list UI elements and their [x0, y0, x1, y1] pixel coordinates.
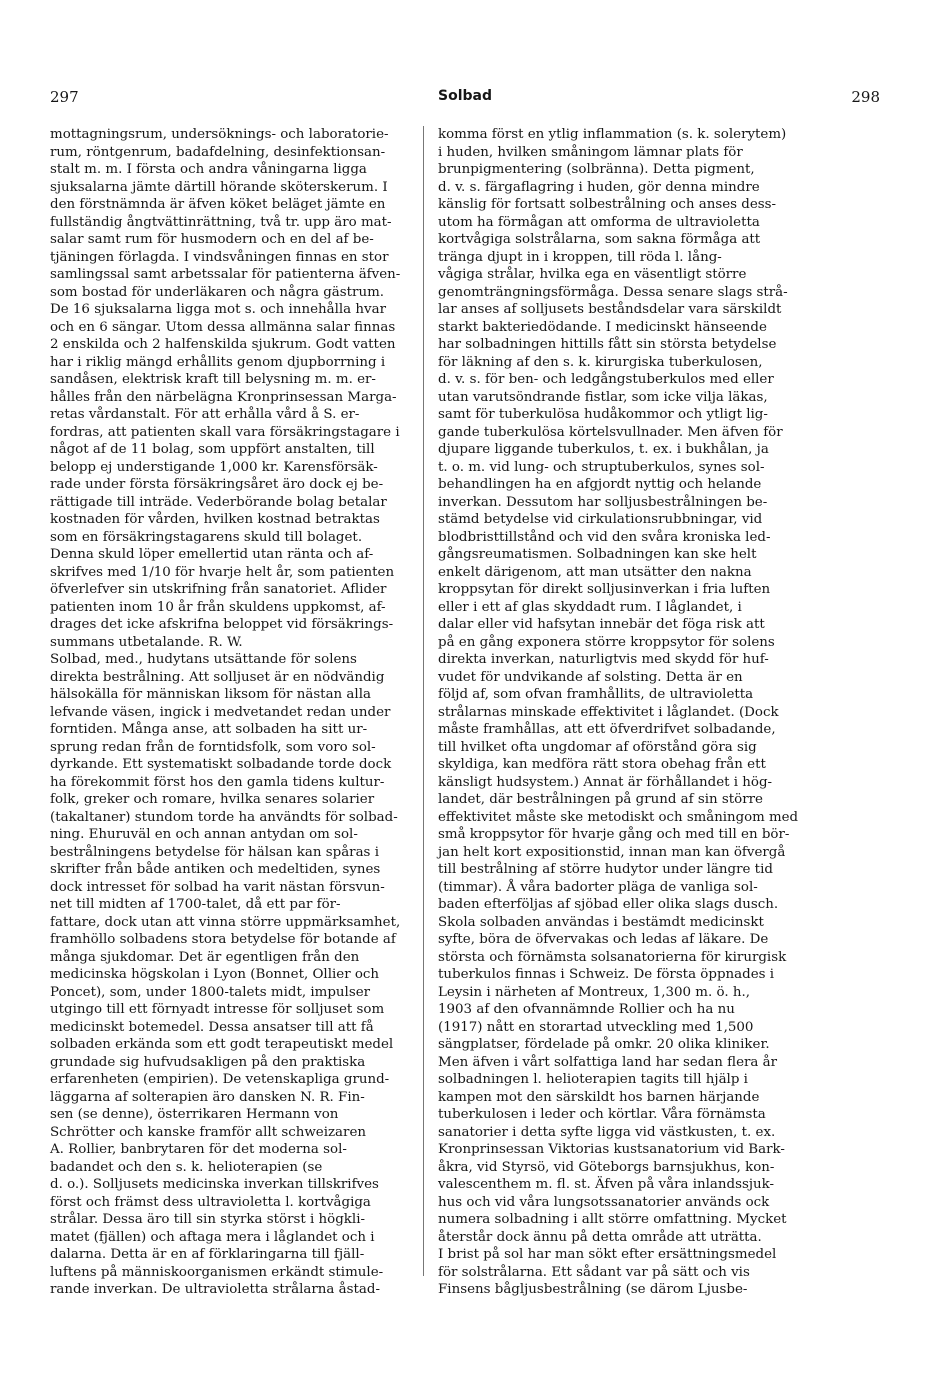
- text-line: dalar eller vid hafsytan innebär det föga risk att: [438, 617, 765, 632]
- text-line: lefvande väsen, ingick i medvetandet redan under: [50, 704, 391, 720]
- text-line: utgingo till ett förnyadt intresse för solljuset som: [50, 1002, 385, 1017]
- text-line: direkta bestrålning. Att solljuset är en nödvändig: [50, 669, 385, 685]
- text-line: d. v. s. för ben- och ledgångstuberkulos med eller: [438, 372, 774, 387]
- running-title: Solbad: [438, 88, 492, 104]
- text-line: i huden, hvilken småningom lämnar plats för: [438, 144, 743, 160]
- text-line: 2 enskilda och 2 halfenskilda sjukrum. Godt vatten: [50, 337, 396, 352]
- text-line: Poncet), som, under 1800-talets midt, impulser: [50, 984, 371, 1000]
- text-line: skyldiga, kan medföra rätt stora obehag från ett: [438, 757, 766, 772]
- text-line: lar anses af solljusets beståndsdelar vara särskildt: [438, 302, 782, 317]
- text-line: har solbadningen hittills fått sin största betydelse: [438, 337, 777, 352]
- text-line: rande inverkan. De ultravioletta strålarna åstad-: [50, 1282, 380, 1297]
- text-line: rum, röntgenrum, badafdelning, desinfektionsan-: [50, 144, 386, 160]
- text-line: Denna skuld löper emellertid utan ränta och af-: [50, 547, 374, 562]
- text-line: dalarna. Detta är en af förklaringarna till fjäll-: [50, 1247, 365, 1262]
- column-divider: [423, 126, 424, 1276]
- text-line: (timmar). Å våra badorter pläga de vanliga sol-: [438, 879, 758, 895]
- text-line: ning. Ehuruväl en och annan antydan om sol-: [50, 827, 358, 842]
- text-line: vågiga strålar, hvilka ega en väsentligt större: [438, 267, 747, 282]
- text-line: jan helt kort expositionstid, innan man kan öfvergå: [438, 844, 786, 860]
- text-line: folk, greker och romare, hvilka senares solarier: [50, 792, 375, 807]
- text-line: dock intresset för solbad ha varit nästan försvun-: [50, 879, 385, 895]
- text-line: salar samt rum för husmodern och en del af be-: [50, 232, 374, 247]
- text-line: A. Rollier, banbrytaren för det moderna sol-: [50, 1142, 347, 1157]
- text-line: effektivitet måste ske metodiskt och småningom med: [438, 809, 799, 825]
- text-line: forntiden. Många anse, att solbaden ha sitt ur-: [50, 722, 368, 737]
- text-line: grundade sig hufvudsakligen på den praktiska: [50, 1054, 366, 1070]
- text-line: mottagningsrum, undersöknings- och laboratorie-: [50, 127, 389, 142]
- text-line: badandet och den s. k. helioterapien (se: [50, 1159, 323, 1175]
- text-line: sandåsen, elektrisk kraft till belysning m. m. er-: [50, 372, 376, 387]
- text-line: baden efterföljas af sjöbad eller olika slags dusch.: [438, 897, 779, 912]
- text-line: inverkan. Dessutom har solljusbestrålningen be-: [438, 494, 768, 510]
- text-line: patienten inom 10 år från skuldens uppkomst, af-: [50, 599, 386, 615]
- right-text-column: [438, 126, 798, 1299]
- page-header: [50, 88, 880, 110]
- text-line: blodbristtillstånd och vid den svåra kroniska led-: [438, 529, 771, 545]
- text-line: den förstnämnda är äfven köket beläget jämte en: [50, 197, 386, 212]
- text-line: enkelt därigenom, att man utsätter den nakna: [438, 564, 752, 580]
- text-line: känslig för fortsatt solbestrålning och anses dess-: [438, 197, 777, 212]
- text-line: gångsreumatismen. Solbadningen kan ske helt: [438, 547, 757, 562]
- text-line: erfarenheten (empirien). De vetenskapliga grund-: [50, 1072, 390, 1087]
- text-line: landet, där bestrålningen på grund af sin större: [438, 792, 763, 807]
- text-line: som en försäkringstagarens skuld till bolaget.: [50, 529, 363, 545]
- text-line: drages det icke afskrifna beloppet vid försäkrings-: [50, 617, 394, 632]
- text-line: tjäningen förlagda. I vindsvåningen finnas en stor: [50, 249, 389, 265]
- text-line: största och förnämsta solsanatorierna för kirurgisk: [438, 949, 787, 965]
- text-line: numera solbadning i allt större omfattning. Mycket: [438, 1212, 787, 1227]
- text-line: på en gång exponera större kroppsytor för solens: [438, 634, 775, 650]
- text-line: De 16 sjuksalarna ligga mot s. och innehålla hvar: [50, 302, 386, 317]
- text-line: återstår dock ännu på detta område att uträtta.: [438, 1229, 762, 1245]
- text-line: summans utbetalande. R. W.: [50, 634, 243, 650]
- text-line: kortvågiga solstrålarna, som sakna förmåga att: [438, 232, 761, 247]
- text-line: (takaltaner) stundom torde ha användts för solbad-: [50, 809, 398, 825]
- text-line: solbadningen l. helioterapien tagits till hjälp i: [438, 1072, 748, 1087]
- text-line: Solbad, med., hudytans utsättande för solens: [50, 652, 357, 667]
- text-line: åkra, vid Styrsö, vid Göteborgs barnsjukhus, kon-: [438, 1159, 775, 1175]
- text-line: till bestrålning af större hudytor under längre tid: [438, 862, 773, 877]
- text-line: strålarnas minskade effektivitet i låglandet. (Dock: [438, 704, 779, 720]
- text-line: många sjukdomar. Det är egentligen från den: [50, 949, 360, 965]
- text-line: hålles från den närbelägna Kronprinsessan Marga-: [50, 389, 397, 405]
- text-line: 1903 af den ofvannämnde Rollier och ha nu: [438, 1002, 735, 1017]
- text-line: utan varutsöndrande fistlar, som icke vilja läkas,: [438, 389, 768, 405]
- text-line: först och främst dess ultravioletta l. kortvågiga: [50, 1194, 371, 1210]
- text-line: stämd betydelse vid cirkulationsrubbningar, vid: [438, 512, 763, 527]
- text-line: sjuksalarna jämte därtill hörande sköterskerum. I: [50, 179, 388, 195]
- text-line: Finsens bågljusbestrålning (se därom Ljusbe-: [438, 1282, 748, 1297]
- text-line: d. v. s. färgaflagring i huden, gör denna mindre: [438, 179, 760, 195]
- text-line: fattare, dock utan att vinna större uppmärksamhet,: [50, 914, 401, 930]
- text-line: kampen mot den särskildt hos barnen härjande: [438, 1089, 760, 1105]
- text-line: Leysin i närheten af Montreux, 1,300 m. ö. h.,: [438, 984, 750, 1000]
- text-line: medicinska högskolan i Lyon (Bonnet, Ollier och: [50, 967, 380, 982]
- text-line: dyrkande. Ett systematiskt solbadande torde dock: [50, 757, 392, 772]
- text-line: hälsokälla för människan liksom för nästan alla: [50, 687, 371, 702]
- text-line: tränga djupt in i kroppen, till röda l. lång-: [438, 249, 722, 265]
- text-line: solbaden erkända som ett godt terapeutiskt medel: [50, 1037, 394, 1052]
- text-line: syfte, böra de öfvervakas och ledas af läkare. De: [438, 932, 769, 947]
- text-line: retas vårdanstalt. För att erhålla vård å S. er-: [50, 407, 360, 422]
- left-text-column: [50, 126, 410, 1299]
- text-line: tuberkulosen i leder och körtlar. Våra förnämsta: [438, 1107, 766, 1122]
- text-line: fullständig ångtvättinrättning, två tr. upp äro mat-: [50, 214, 392, 230]
- text-line: djupare liggande tuberkulos, t. ex. i bukhålan, ja: [438, 442, 769, 457]
- text-line: Skola solbaden användas i bestämdt medicinskt: [438, 914, 764, 930]
- text-line: något af de 11 bolag, som uppfört anstalten, till: [50, 442, 375, 457]
- text-line: samt för tuberkulösa hudåkommor och ytligt lig-: [438, 407, 768, 422]
- left-page-number: 297: [50, 88, 79, 106]
- text-line: framhöllo solbadens stora betydelse för botande af: [50, 932, 396, 947]
- text-line: luftens på människoorganismen erkändt stimule-: [50, 1264, 384, 1280]
- text-line: till hvilket ofta ungdomar af oförstånd göra sig: [438, 739, 757, 755]
- text-line: måste framhållas, att ett öfverdrifvet solbadande,: [438, 722, 776, 737]
- text-line: öfverlefver sin utskrifning från sanatoriet. Aflider: [50, 582, 387, 597]
- text-line: Kronprinsessan Viktorias kustsanatorium vid Bark-: [438, 1142, 785, 1157]
- text-line: sprung redan från de forntidsfolk, som voro sol-: [50, 739, 376, 755]
- text-line: sängplatser, fördelade på omkr. 20 olika kliniker.: [438, 1037, 770, 1052]
- text-line: följd af, som ofvan framhållits, de ultravioletta: [438, 687, 754, 702]
- text-line: komma först en ytlig inflammation (s. k. solerytem): [438, 127, 787, 142]
- text-line: samlingssal samt arbetssalar för patienterna äfven-: [50, 267, 401, 282]
- text-line: rade under första försäkringsåret äro dock ej be-: [50, 477, 384, 492]
- text-line: utom ha förmågan att omforma de ultravioletta: [438, 214, 760, 230]
- text-line: belopp ej understigande 1,000 kr. Karensförsäk-: [50, 459, 378, 475]
- text-line: har i riklig mängd erhållits genom djupborrning i: [50, 354, 386, 370]
- text-line: net till midten af 1700-talet, då ett par för-: [50, 897, 341, 912]
- text-line: vudet för undvikande af solsting. Detta är en: [438, 669, 743, 685]
- text-line: medicinskt botemedel. Dessa ansatser till att få: [50, 1019, 374, 1035]
- text-line: tuberkulos finnas i Schweiz. De första öppnades i: [438, 967, 775, 982]
- text-line: sen (se denne), österrikaren Hermann von: [50, 1107, 339, 1122]
- text-line: behandlingen ha en afgjordt nyttig och helande: [438, 477, 762, 492]
- text-line: och en 6 sängar. Utom dessa allmänna salar finnas: [50, 319, 396, 335]
- text-line: för läkning af den s. k. kirurgiska tuberkulosen,: [438, 354, 763, 370]
- text-line: sanatorier i detta syfte ligga vid västkusten, t. ex.: [438, 1124, 776, 1140]
- text-line: I brist på sol har man sökt efter ersättningsmedel: [438, 1247, 777, 1262]
- text-line: känsligt hudsystem.) Annat är förhållandet i hög-: [438, 774, 773, 790]
- text-line: ha förekommit först hos den gamla tidens kultur-: [50, 774, 385, 790]
- text-line: stalt m. m. I första och andra våningarna ligga: [50, 162, 367, 177]
- text-line: strålar. Dessa äro till sin styrka störst i högkli-: [50, 1212, 366, 1227]
- text-line: gande tuberkulösa körtelsvullnader. Men äfven för: [438, 424, 783, 440]
- text-line: skrifves med 1/10 för hvarje helt år, som patienten: [50, 564, 395, 580]
- text-line: starkt bakteriedödande. I medicinskt hänseende: [438, 319, 767, 335]
- text-line: matet (fjällen) och aftaga mera i låglandet och i: [50, 1229, 375, 1245]
- text-line: bestrålningens betydelse för hälsan kan spåras i: [50, 844, 379, 860]
- text-line: valescenthem m. fl. st. Äfven på våra inlandssjuk-: [438, 1177, 775, 1192]
- text-line: kroppsytan för direkt solljusinverkan i fria luften: [438, 582, 771, 597]
- text-line: brunpigmentering (solbränna). Detta pigment,: [438, 162, 755, 177]
- text-line: d. o.). Solljusets medicinska inverkan tillskrifves: [50, 1177, 379, 1192]
- text-line: Schrötter och kanske framför allt schweizaren: [50, 1124, 366, 1140]
- text-line: för solstrålarna. Ett sådant var på sätt och vis: [438, 1264, 750, 1280]
- right-page-number: 298: [851, 88, 880, 106]
- text-line: som bostad för underläkaren och några gästrum.: [50, 284, 385, 300]
- text-line: eller i ett af glas skyddadt rum. I låglandet, i: [438, 599, 742, 615]
- text-line: rättigade till inträde. Vederbörande bolag betalar: [50, 494, 387, 510]
- text-line: fordras, att patienten skall vara försäkringstagare i: [50, 424, 400, 440]
- text-line: genomträngningsförmåga. Dessa senare slags strå-: [438, 284, 788, 300]
- text-line: läggarna af solterapien äro dansken N. R. Fin-: [50, 1089, 365, 1105]
- text-line: (1917) nått en storartad utveckling med 1,500: [438, 1019, 754, 1035]
- text-line: direkta inverkan, naturligtvis med skydd för huf-: [438, 652, 769, 667]
- text-line: hus och vid våra lungsotssanatorier används ock: [438, 1194, 770, 1210]
- text-line: Men äfven i vårt solfattiga land har sedan flera år: [438, 1054, 778, 1070]
- text-line: små kroppsytor för hvarje gång och med till en bör-: [438, 827, 790, 842]
- text-line: t. o. m. vid lung- och struptuberkulos, synes sol-: [438, 459, 765, 475]
- text-line: skrifter från både antiken och medeltiden, synes: [50, 862, 381, 877]
- text-line: kostnaden för vården, hvilken kostnad betraktas: [50, 512, 380, 527]
